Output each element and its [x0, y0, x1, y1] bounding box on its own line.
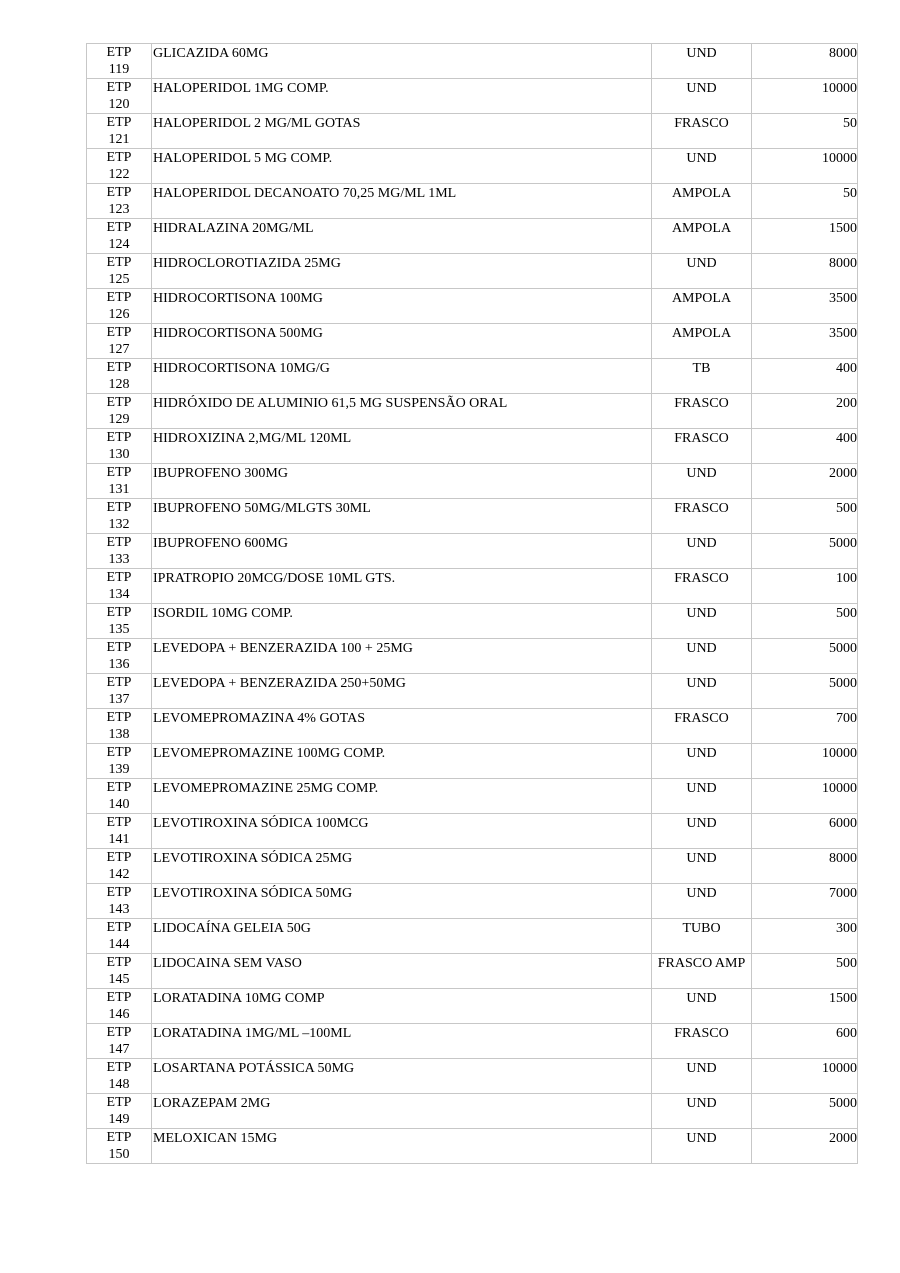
table-row: [87, 79, 858, 114]
item-code-number: 124: [108, 237, 130, 252]
item-code-cell: [87, 989, 152, 1024]
table-row: [87, 219, 858, 254]
item-quantity: 50: [752, 114, 858, 149]
item-code-number: 119: [108, 62, 130, 77]
item-unit: UND: [652, 814, 752, 849]
item-unit: UND: [652, 639, 752, 674]
item-quantity: 400: [752, 429, 858, 464]
item-code-cell: [87, 709, 152, 744]
item-code-cell: [87, 884, 152, 919]
item-description: LEVEDOPA + BENZERAZIDA 100 + 25MG: [152, 639, 652, 674]
item-code-number: 139: [108, 762, 130, 777]
item-quantity: 10000: [752, 149, 858, 184]
item-code-prefix: ETP: [106, 115, 132, 130]
item-unit: AMPOLA: [652, 184, 752, 219]
item-unit: UND: [652, 464, 752, 499]
item-unit: UND: [652, 79, 752, 114]
item-unit: UND: [652, 1059, 752, 1094]
item-unit: UND: [652, 674, 752, 709]
item-code-cell: [87, 254, 152, 289]
item-code-prefix: ETP: [106, 780, 132, 795]
item-code-number: 121: [108, 132, 130, 147]
item-code-cell: [87, 639, 152, 674]
table-row: [87, 114, 858, 149]
item-code-prefix: ETP: [106, 1025, 132, 1040]
table-row: [87, 1094, 858, 1129]
item-code-cell: [87, 149, 152, 184]
item-code-prefix: ETP: [106, 605, 132, 620]
item-code-number: 122: [108, 167, 130, 182]
item-description: LEVOMEPROMAZINE 100MG COMP.: [152, 744, 652, 779]
table-row: [87, 884, 858, 919]
item-code-number: 146: [108, 1007, 130, 1022]
table-row: [87, 919, 858, 954]
table-row: [87, 1129, 858, 1164]
document-page: [86, 43, 857, 1164]
item-code-cell: [87, 849, 152, 884]
item-quantity: 2000: [752, 464, 858, 499]
item-description: IBUPROFENO 600MG: [152, 534, 652, 569]
item-code-prefix: ETP: [106, 80, 132, 95]
item-description: HIDROCORTISONA 500MG: [152, 324, 652, 359]
item-code-prefix: ETP: [106, 500, 132, 515]
table-row: [87, 359, 858, 394]
item-quantity: 1500: [752, 989, 858, 1024]
item-quantity: 10000: [752, 779, 858, 814]
item-description: LEVOMEPROMAZINE 25MG COMP.: [152, 779, 652, 814]
item-code-prefix: ETP: [106, 570, 132, 585]
item-quantity: 500: [752, 499, 858, 534]
item-description: LEVOTIROXINA SÓDICA 25MG: [152, 849, 652, 884]
item-code-prefix: ETP: [106, 815, 132, 830]
item-code-cell: [87, 954, 152, 989]
item-code-prefix: ETP: [106, 920, 132, 935]
table-row: [87, 534, 858, 569]
item-quantity: 5000: [752, 534, 858, 569]
item-code-number: 120: [108, 97, 130, 112]
table-row: [87, 744, 858, 779]
item-code-cell: [87, 289, 152, 324]
item-code-cell: [87, 114, 152, 149]
table-row: [87, 1059, 858, 1094]
item-code-prefix: ETP: [106, 745, 132, 760]
item-unit: TB: [652, 359, 752, 394]
item-quantity: 600: [752, 1024, 858, 1059]
item-quantity: 500: [752, 954, 858, 989]
item-quantity: 7000: [752, 884, 858, 919]
item-quantity: 300: [752, 919, 858, 954]
item-code-prefix: ETP: [106, 1095, 132, 1110]
item-code-number: 125: [108, 272, 130, 287]
table-row: [87, 44, 858, 79]
item-code-number: 135: [108, 622, 130, 637]
item-unit: UND: [652, 1129, 752, 1164]
item-code-cell: [87, 79, 152, 114]
table-row: [87, 1024, 858, 1059]
item-code-cell: [87, 219, 152, 254]
item-code-prefix: ETP: [106, 185, 132, 200]
item-unit: UND: [652, 534, 752, 569]
item-unit: UND: [652, 254, 752, 289]
item-code-prefix: ETP: [106, 955, 132, 970]
item-code-number: 127: [108, 342, 130, 357]
item-code-number: 150: [108, 1147, 130, 1162]
item-description: LEVOTIROXINA SÓDICA 50MG: [152, 884, 652, 919]
table-row: [87, 254, 858, 289]
item-description: HIDROCORTISONA 100MG: [152, 289, 652, 324]
item-quantity: 5000: [752, 1094, 858, 1129]
item-description: LORAZEPAM 2MG: [152, 1094, 652, 1129]
item-description: MELOXICAN 15MG: [152, 1129, 652, 1164]
item-quantity: 5000: [752, 639, 858, 674]
item-code-cell: [87, 604, 152, 639]
item-code-cell: [87, 44, 152, 79]
item-code-prefix: ETP: [106, 220, 132, 235]
item-description: LIDOCAINA SEM VASO: [152, 954, 652, 989]
item-unit: AMPOLA: [652, 324, 752, 359]
medication-table-body: [87, 44, 858, 1164]
item-description: HIDROXIZINA 2,MG/ML 120ML: [152, 429, 652, 464]
item-description: LOSARTANA POTÁSSICA 50MG: [152, 1059, 652, 1094]
item-code-cell: [87, 464, 152, 499]
item-description: HIDRÓXIDO DE ALUMINIO 61,5 MG SUSPENSÃO ORAL: [152, 394, 652, 429]
item-quantity: 8000: [752, 254, 858, 289]
table-row: [87, 429, 858, 464]
item-code-prefix: ETP: [106, 430, 132, 445]
table-row: [87, 954, 858, 989]
item-description: GLICAZIDA 60MG: [152, 44, 652, 79]
item-code-prefix: ETP: [106, 1130, 132, 1145]
table-row: [87, 499, 858, 534]
item-code-cell: [87, 1094, 152, 1129]
item-code-prefix: ETP: [106, 535, 132, 550]
item-code-prefix: ETP: [106, 885, 132, 900]
item-unit: FRASCO: [652, 394, 752, 429]
table-row: [87, 709, 858, 744]
item-quantity: 8000: [752, 44, 858, 79]
item-quantity: 3500: [752, 289, 858, 324]
table-row: [87, 569, 858, 604]
item-quantity: 8000: [752, 849, 858, 884]
item-quantity: 1500: [752, 219, 858, 254]
table-row: [87, 464, 858, 499]
table-row: [87, 324, 858, 359]
item-unit: TUBO: [652, 919, 752, 954]
item-description: LIDOCAÍNA GELEIA 50G: [152, 919, 652, 954]
item-quantity: 500: [752, 604, 858, 639]
item-code-prefix: ETP: [106, 640, 132, 655]
item-unit: UND: [652, 604, 752, 639]
item-quantity: 200: [752, 394, 858, 429]
table-row: [87, 639, 858, 674]
table-row: [87, 779, 858, 814]
item-code-prefix: ETP: [106, 1060, 132, 1075]
item-unit: UND: [652, 744, 752, 779]
item-code-cell: [87, 1024, 152, 1059]
item-description: ISORDIL 10MG COMP.: [152, 604, 652, 639]
item-code-prefix: ETP: [106, 850, 132, 865]
item-code-cell: [87, 779, 152, 814]
item-code-number: 128: [108, 377, 130, 392]
item-unit: FRASCO: [652, 114, 752, 149]
item-unit: FRASCO: [652, 709, 752, 744]
item-description: HALOPERIDOL DECANOATO 70,25 MG/ML 1ML: [152, 184, 652, 219]
item-description: LEVEDOPA + BENZERAZIDA 250+50MG: [152, 674, 652, 709]
table-row: [87, 184, 858, 219]
item-description: HIDROCLOROTIAZIDA 25MG: [152, 254, 652, 289]
item-code-cell: [87, 324, 152, 359]
item-code-cell: [87, 184, 152, 219]
table-row: [87, 674, 858, 709]
item-description: HALOPERIDOL 5 MG COMP.: [152, 149, 652, 184]
item-code-number: 142: [108, 867, 130, 882]
item-code-cell: [87, 1129, 152, 1164]
item-unit: UND: [652, 884, 752, 919]
item-description: LEVOTIROXINA SÓDICA 100MCG: [152, 814, 652, 849]
item-description: IPRATROPIO 20MCG/DOSE 10ML GTS.: [152, 569, 652, 604]
item-code-number: 134: [108, 587, 130, 602]
item-code-number: 149: [108, 1112, 130, 1127]
item-code-prefix: ETP: [106, 710, 132, 725]
item-quantity: 10000: [752, 744, 858, 779]
item-unit: AMPOLA: [652, 289, 752, 324]
item-code-cell: [87, 534, 152, 569]
table-row: [87, 849, 858, 884]
item-code-prefix: ETP: [106, 325, 132, 340]
item-code-number: 131: [108, 482, 130, 497]
item-quantity: 2000: [752, 1129, 858, 1164]
item-code-cell: [87, 814, 152, 849]
item-quantity: 100: [752, 569, 858, 604]
item-quantity: 400: [752, 359, 858, 394]
item-code-number: 129: [108, 412, 130, 427]
item-code-number: 132: [108, 517, 130, 532]
item-code-cell: [87, 569, 152, 604]
item-description: HIDROCORTISONA 10MG/G: [152, 359, 652, 394]
item-code-cell: [87, 744, 152, 779]
item-description: HIDRALAZINA 20MG/ML: [152, 219, 652, 254]
item-quantity: 6000: [752, 814, 858, 849]
item-code-prefix: ETP: [106, 360, 132, 375]
item-description: IBUPROFENO 50MG/MLGTS 30ML: [152, 499, 652, 534]
item-description: HALOPERIDOL 1MG COMP.: [152, 79, 652, 114]
item-code-prefix: ETP: [106, 990, 132, 1005]
item-code-cell: [87, 674, 152, 709]
item-code-number: 136: [108, 657, 130, 672]
item-code-number: 133: [108, 552, 130, 567]
item-unit: AMPOLA: [652, 219, 752, 254]
item-unit: UND: [652, 779, 752, 814]
item-code-number: 137: [108, 692, 130, 707]
item-quantity: 50: [752, 184, 858, 219]
table-row: [87, 394, 858, 429]
item-unit: UND: [652, 989, 752, 1024]
item-unit: FRASCO: [652, 569, 752, 604]
item-code-prefix: ETP: [106, 395, 132, 410]
item-unit: FRASCO: [652, 499, 752, 534]
item-unit: FRASCO: [652, 1024, 752, 1059]
table-row: [87, 814, 858, 849]
item-code-number: 147: [108, 1042, 130, 1057]
item-code-number: 123: [108, 202, 130, 217]
item-code-number: 148: [108, 1077, 130, 1092]
item-description: LEVOMEPROMAZINA 4% GOTAS: [152, 709, 652, 744]
item-code-cell: [87, 394, 152, 429]
item-code-prefix: ETP: [106, 465, 132, 480]
item-code-prefix: ETP: [106, 150, 132, 165]
item-code-prefix: ETP: [106, 675, 132, 690]
table-row: [87, 149, 858, 184]
item-code-number: 130: [108, 447, 130, 462]
item-unit: FRASCO: [652, 429, 752, 464]
item-code-prefix: ETP: [106, 290, 132, 305]
item-unit: FRASCO AMP: [652, 954, 752, 989]
table-row: [87, 989, 858, 1024]
item-quantity: 5000: [752, 674, 858, 709]
item-code-cell: [87, 359, 152, 394]
item-code-prefix: ETP: [106, 45, 132, 60]
item-description: HALOPERIDOL 2 MG/ML GOTAS: [152, 114, 652, 149]
item-unit: UND: [652, 44, 752, 79]
item-code-number: 140: [108, 797, 130, 812]
item-code-number: 145: [108, 972, 130, 987]
item-unit: UND: [652, 849, 752, 884]
item-code-number: 126: [108, 307, 130, 322]
item-code-cell: [87, 1059, 152, 1094]
item-description: IBUPROFENO 300MG: [152, 464, 652, 499]
medication-table: [86, 43, 858, 1164]
item-quantity: 700: [752, 709, 858, 744]
item-code-cell: [87, 499, 152, 534]
item-quantity: 3500: [752, 324, 858, 359]
item-code-prefix: ETP: [106, 255, 132, 270]
item-code-number: 144: [108, 937, 130, 952]
item-description: LORATADINA 1MG/ML –100ML: [152, 1024, 652, 1059]
item-unit: UND: [652, 149, 752, 184]
item-quantity: 10000: [752, 79, 858, 114]
item-code-number: 141: [108, 832, 130, 847]
item-code-cell: [87, 919, 152, 954]
item-code-cell: [87, 429, 152, 464]
item-code-number: 143: [108, 902, 130, 917]
item-code-number: 138: [108, 727, 130, 742]
table-row: [87, 604, 858, 639]
item-quantity: 10000: [752, 1059, 858, 1094]
item-unit: UND: [652, 1094, 752, 1129]
item-description: LORATADINA 10MG COMP: [152, 989, 652, 1024]
table-row: [87, 289, 858, 324]
